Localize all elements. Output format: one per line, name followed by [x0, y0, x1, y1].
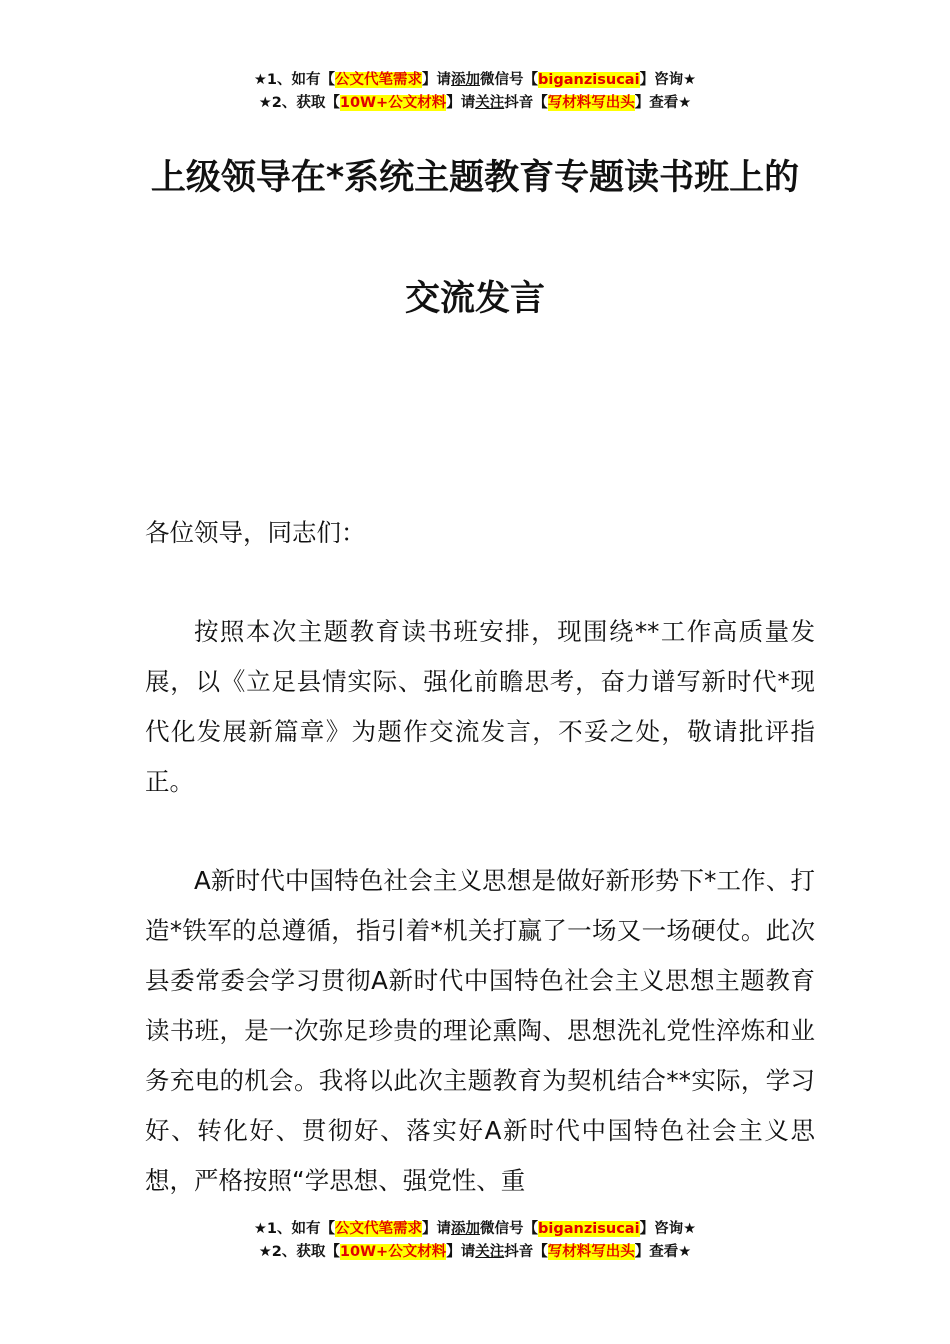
ad-emphasis: 关注	[475, 1244, 505, 1260]
ad-text: 微信号【	[480, 72, 539, 88]
header-ad-banner	[0, 69, 950, 115]
ad-text: 抖音【	[504, 1244, 548, 1260]
ad-text: 】查看★	[634, 95, 692, 111]
ad-highlight: biganzisucai	[538, 1221, 640, 1237]
ad-highlight: 10W+公文材料	[339, 1244, 447, 1260]
ad-text: 】请	[422, 72, 452, 88]
ad-text: ★2、获取【	[258, 95, 340, 111]
ad-emphasis: 添加	[451, 72, 481, 88]
ad-text: 】查看★	[634, 1244, 692, 1260]
salutation: 各位领导，同志们：	[145, 518, 366, 547]
ad-text: 】请	[446, 1244, 476, 1260]
ad-text: 】请	[446, 95, 476, 111]
ad-line-1	[0, 1218, 950, 1241]
ad-line-2	[0, 92, 950, 115]
ad-text: 微信号【	[480, 1221, 539, 1237]
document-title-line2: 交流发言	[404, 279, 545, 319]
ad-highlight: 写材料写出头	[547, 1244, 635, 1260]
footer-ad-banner	[0, 1218, 950, 1264]
ad-text: ★1、如有【	[253, 72, 336, 88]
ad-line-2	[0, 1241, 950, 1264]
ad-emphasis: 添加	[451, 1221, 481, 1237]
ad-highlight: 公文代笔需求	[335, 1221, 423, 1237]
ad-highlight: 写材料写出头	[547, 95, 635, 111]
ad-text: ★1、如有【	[253, 1221, 336, 1237]
document-title-line1: 上级领导在*系统主题教育专题读书班上的	[150, 158, 800, 198]
ad-text: 】咨询★	[639, 72, 697, 88]
paragraph-1: 按照本次主题教育读书班安排，现围绕**工作高质量发展，以《立足县情实际、强化前瞻思考，奋力谱写新时代*现代化发展新篇章》为题作交流发言，不妥之处，敬请批评指正。	[145, 617, 815, 796]
ad-highlight: biganzisucai	[538, 72, 640, 88]
ad-text: 】请	[422, 1221, 452, 1237]
ad-text: 抖音【	[504, 95, 548, 111]
ad-highlight: 公文代笔需求	[335, 72, 423, 88]
ad-line-1	[0, 69, 950, 92]
ad-text: 】咨询★	[639, 1221, 697, 1237]
ad-emphasis: 关注	[475, 95, 505, 111]
paragraph-2: A新时代中国特色社会主义思想是做好新形势下*工作、打造*铁军的总遵循，指引着*机关打赢了一场又一场硬仗。此次县委常委会学习贯彻A新时代中国特色社会主义思想主题教育读书班，是一次弥足珍贵的理论熏陶、思想洗礼党性淬炼和业务充电的机会。我将以此次主题教育为契机结合**实际，学习好、转化好、贯彻好、落实好A新时代中国特色社会主义思想，严格按照“学思想、强党性、重	[145, 866, 815, 1195]
ad-highlight: 10W+公文材料	[339, 95, 447, 111]
ad-text: ★2、获取【	[258, 1244, 340, 1260]
